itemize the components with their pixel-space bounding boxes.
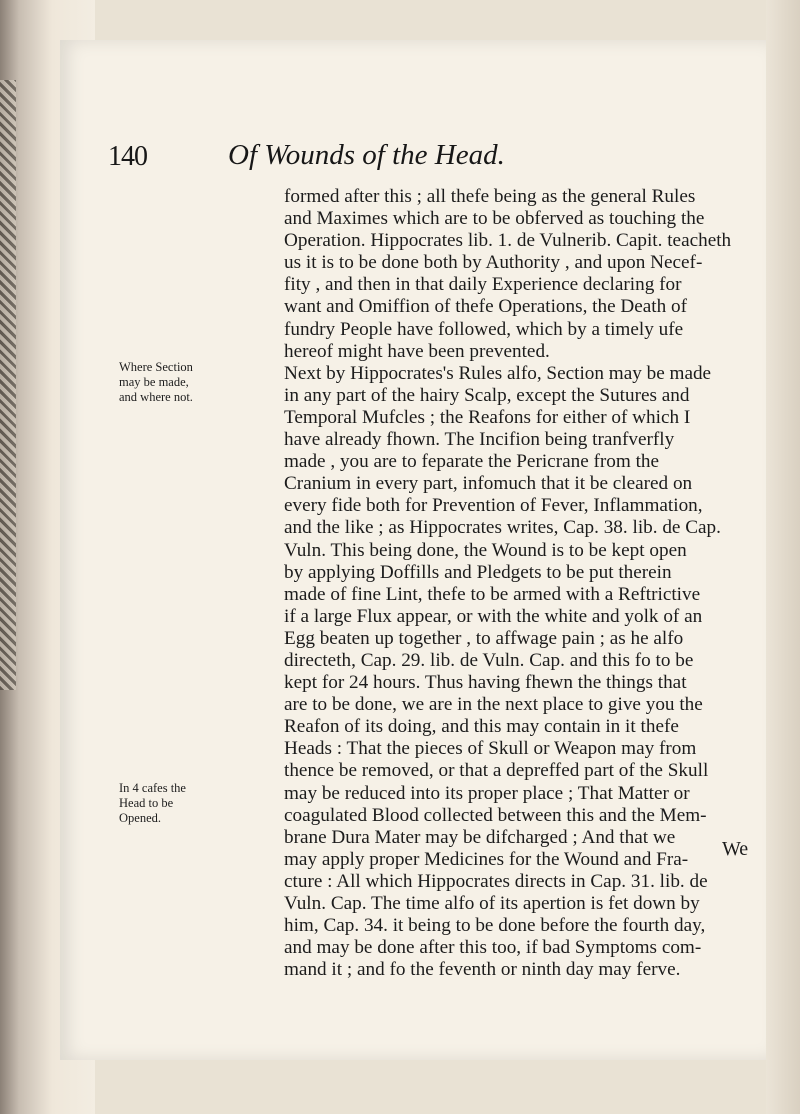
text-line: Cranium in every part, infomuch that it be cleared on — [284, 473, 693, 495]
text-line: fity , and then in that daily Experience declaring for — [284, 274, 682, 296]
page-number: 140 — [108, 141, 147, 172]
running-head: Of Wounds of the Head. — [228, 139, 505, 171]
text-line: may be reduced into its proper place ; That Matter or — [284, 782, 690, 804]
text-line: are to be done, we are in the next place to give you the — [284, 694, 703, 716]
text-line: may apply proper Medicines for the Wound and Fra- — [284, 848, 689, 870]
text-line: him, Cap. 34. it being to be done before the fourth day, — [284, 915, 706, 937]
text-line: Vuln. Cap. The time alfo of its apertion is fet down by — [284, 893, 700, 914]
text-line: made , you are to feparate the Pericrane from the — [284, 451, 660, 473]
text-line: want and Omiffion of thefe Operations, the Death of — [284, 296, 687, 318]
page-header — [78, 141, 718, 181]
text-line: and may be done after this too, if bad Symptoms com- — [284, 937, 702, 959]
text-line: directeth, Cap. 29. lib. de Vuln. Cap. and this fo to be — [284, 649, 694, 671]
text-line: Vuln. This being done, the Wound is to be kept open — [284, 539, 687, 561]
margin-note-line: Head to be — [119, 796, 174, 810]
text-line: if a large Flux appear, or with the white and yolk of an — [284, 605, 703, 627]
text-line: Temporal Mufcles ; the Reafons for either of which I — [284, 406, 691, 428]
text-line: brane Dura Mater may be difcharged ; And that we — [284, 826, 676, 848]
text-line: us it is to be done both by Authority , and upon Necef- — [284, 252, 703, 274]
text-line: Egg beaten up together , to affwage pain ; as he alfo — [284, 627, 684, 649]
text-line: in any part of the hairy Scalp, except the Sutures and — [284, 384, 690, 406]
text-line: have already fhown. The Incifion being tranfverfly — [284, 429, 675, 451]
text-line: Heads : That the pieces of Skull or Weapon may from — [284, 738, 697, 760]
body-text — [284, 186, 762, 981]
text-line: formed after this ; all thefe being as the general Rules — [284, 186, 696, 207]
margin-note-section — [119, 360, 193, 405]
text-line: Next by Hippocrates's Rules alfo, Section may be made — [284, 362, 712, 384]
text-line: every fide both for Prevention of Fever, Inflammation, — [284, 495, 703, 517]
margin-note-cases — [119, 781, 186, 826]
book-spine-pattern — [0, 80, 16, 690]
text-line: kept for 24 hours. Thus having fhewn the things that — [284, 672, 687, 694]
text-line: fundry People have followed, which by a timely ufe — [284, 318, 684, 340]
text-line: cture : All which Hippocrates directs in Cap. 31. lib. de — [284, 870, 708, 892]
page-edge-shadow — [766, 0, 800, 1114]
margin-note-line: and where not. — [119, 390, 193, 404]
margin-note-line: Opened. — [119, 811, 161, 825]
text-line: hereof might have been prevented. — [284, 340, 550, 362]
text-line: by applying Doffills and Pledgets to be put therein — [284, 561, 672, 583]
text-line: and the like ; as Hippocrates writes, Cap. 38. lib. de Cap. — [284, 517, 721, 539]
margin-note-line: Where Section — [119, 360, 193, 374]
margin-note-line: may be made, — [119, 375, 189, 389]
catchword: We — [722, 838, 749, 860]
text-line: made of fine Lint, thefe to be armed with a Reftrictive — [284, 583, 701, 605]
text-line: mand it ; and fo the feventh or ninth day may ferve. — [284, 959, 681, 981]
text-line: and Maximes which are to be obferved as touching the — [284, 208, 705, 230]
text-line: Operation. Hippocrates lib. 1. de Vulnerib. Capit. teacheth — [284, 230, 732, 252]
text-line: Reafon of its doing, and this may contain in it thefe — [284, 716, 679, 738]
text-line: thence be removed, or that a depreffed part of the Skull — [284, 760, 709, 782]
margin-note-line: In 4 cafes the — [119, 781, 186, 795]
text-line: coagulated Blood collected between this and the Mem- — [284, 804, 707, 826]
